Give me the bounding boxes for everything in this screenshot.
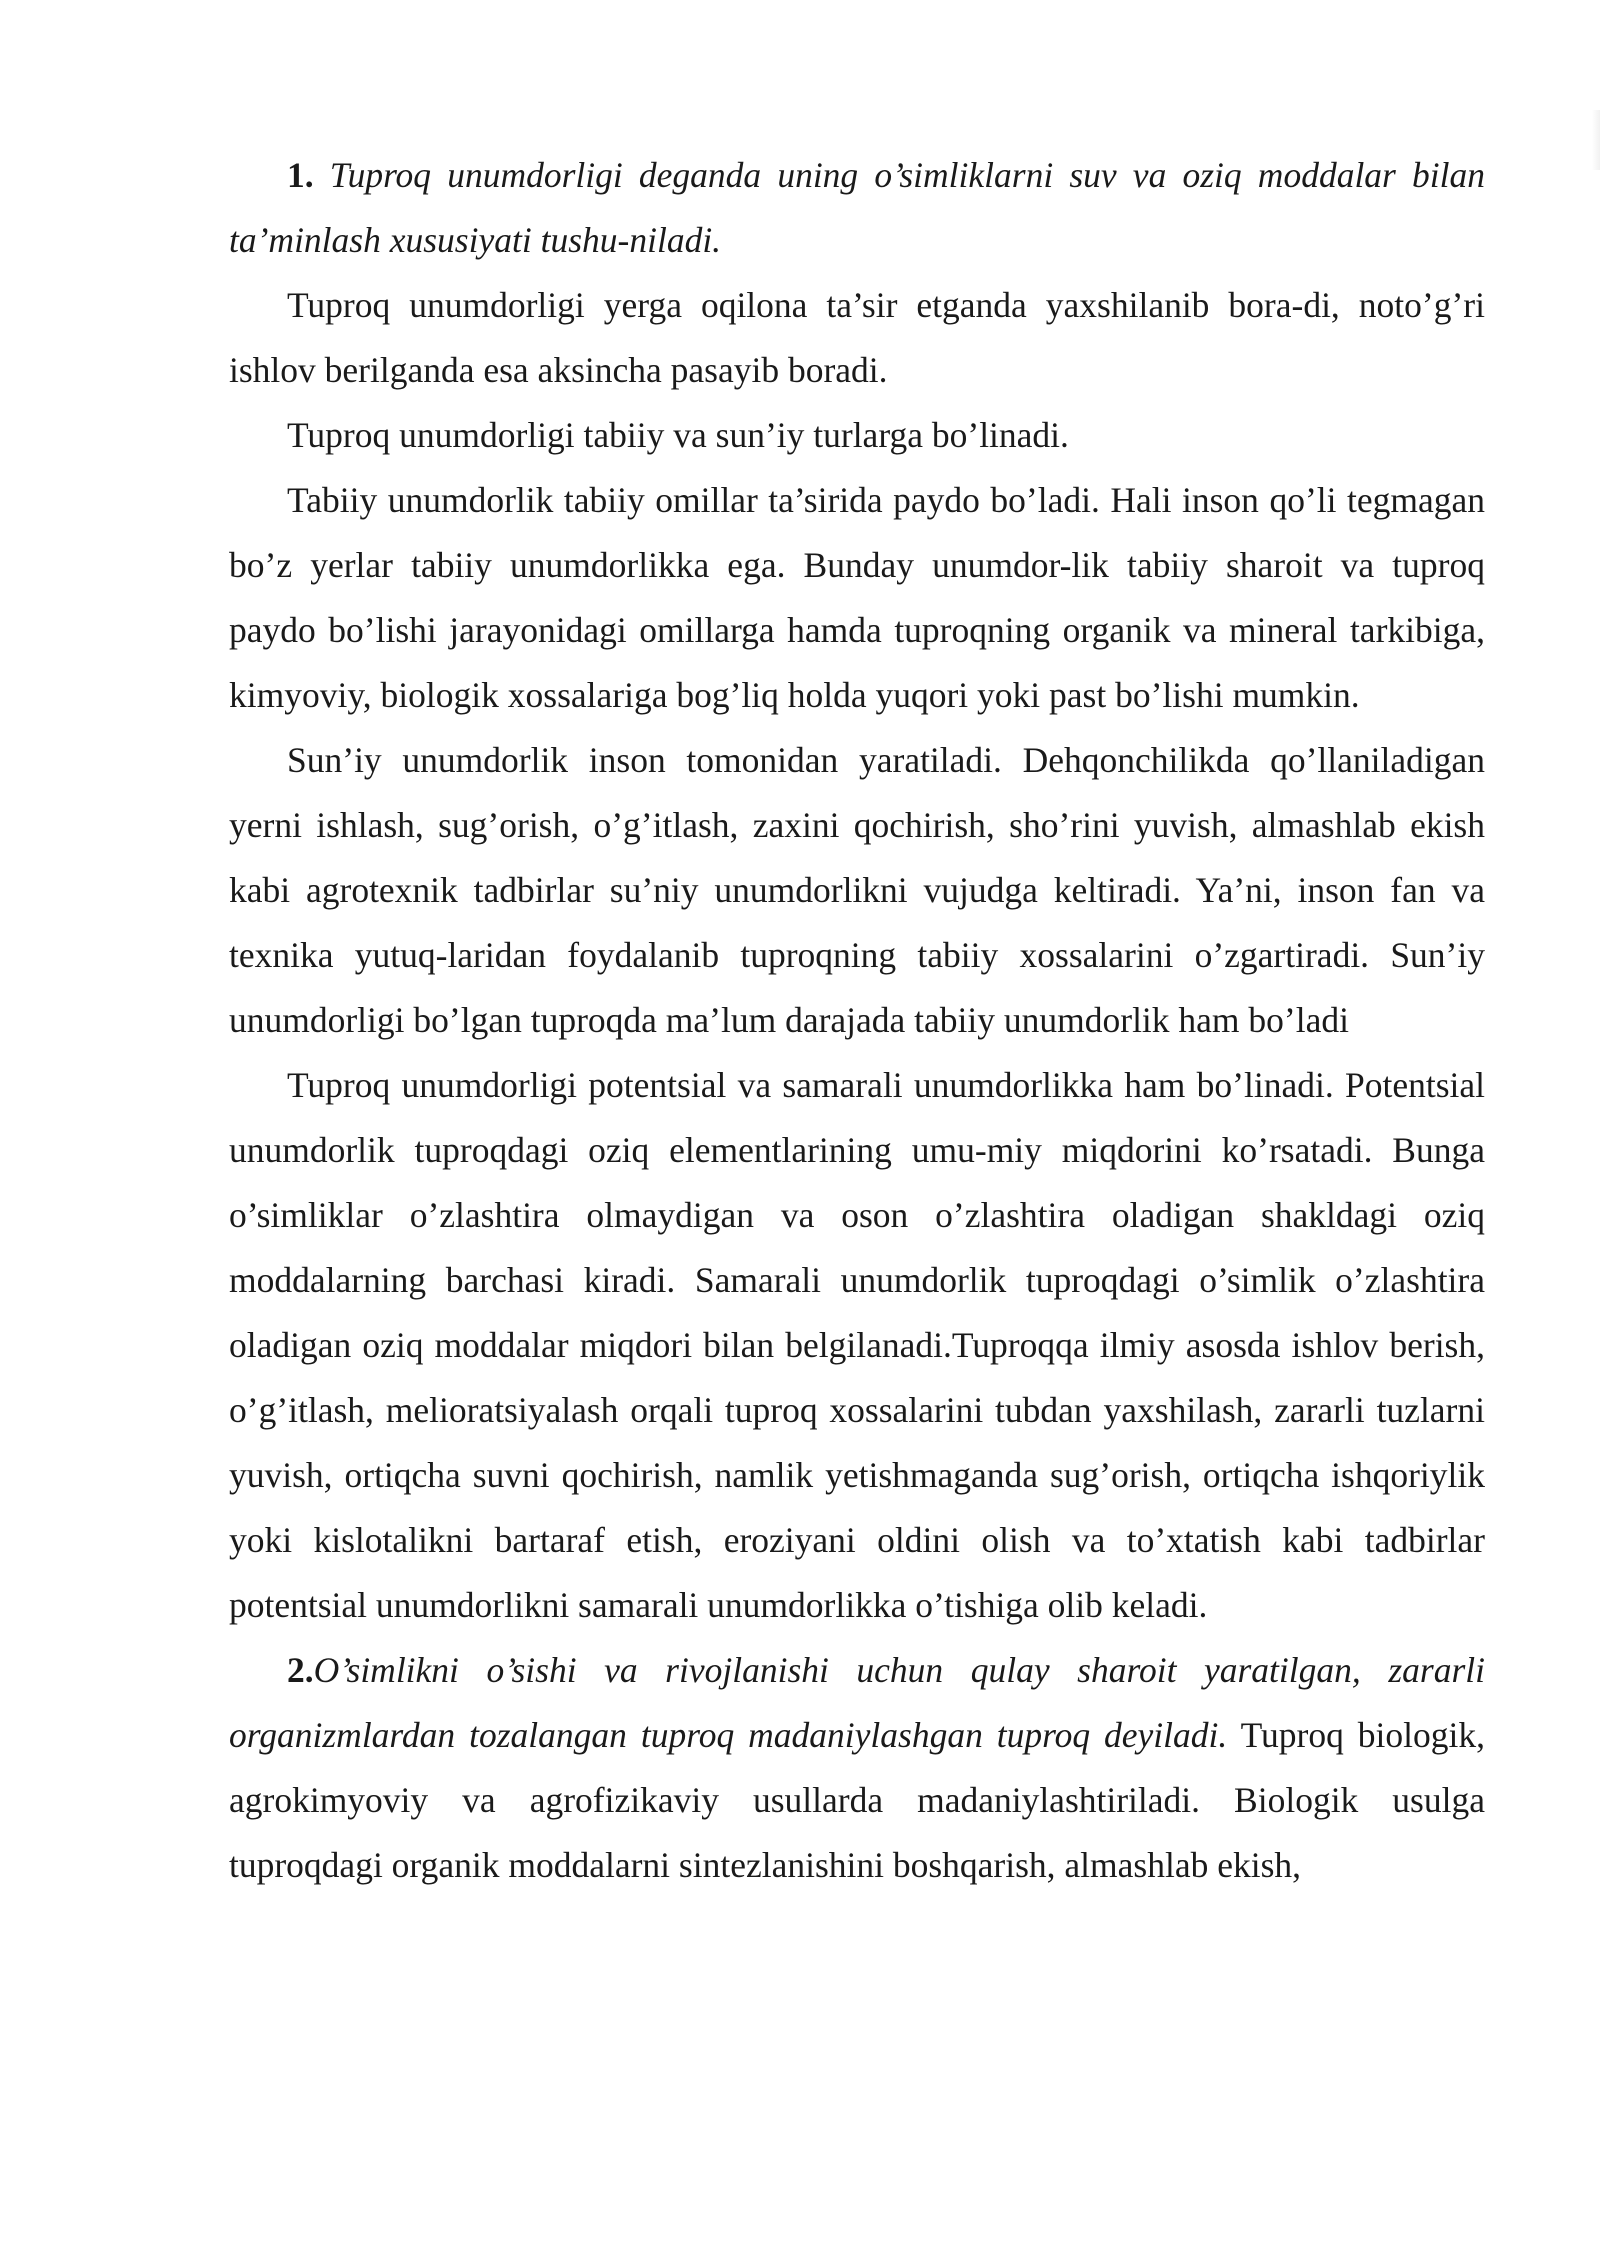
paragraph-3 <box>229 403 1485 468</box>
paragraph-text: Sun’iy unumdorlik inson tomonidan yaratiladi. Dehqonchilikda qo’llaniladigan yerni ishlash, sug’orish, o’g’itlash, zaxini qochirish, sho’rini yuvish, almashlab ekish kabi agrotexnik tadbirlar su’niy unumdorlikni vujudga keltiradi. Ya’ni, inson fan va texnika yutuq-laridan foydalanib tuproqning tabiiy xossalarini o’zgartiradi. Sun’iy unumdorligi bo’lgan tuproqda ma’lum darajada tabiiy unumdorlik ham bo’ladi <box>229 740 1485 1040</box>
paragraph-7 <box>229 1638 1485 1898</box>
paragraph-text: Tuproq unumdorligi tabiiy va sun’iy turlarga bo’linadi. <box>287 415 1069 455</box>
page-edge-shadow <box>1592 110 1600 170</box>
document-page <box>229 143 1485 1898</box>
paragraph-6 <box>229 1053 1485 1638</box>
paragraph-text: Tuproq unumdorligi yerga oqilona ta’sir etganda yaxshilanib bora-di, noto’g’ri ishlov berilganda esa aksincha pasayib boradi. <box>229 285 1485 390</box>
paragraph-4 <box>229 468 1485 728</box>
paragraph-5 <box>229 728 1485 1053</box>
definition-italic: Tuproq unumdorligi deganda uning o’simliklarni suv va oziq moddalar bilan ta’minlash xususiyati tushu-niladi. <box>229 155 1485 260</box>
paragraph-1 <box>229 143 1485 273</box>
paragraph-text: Tabiiy unumdorlik tabiiy omillar ta’sirida paydo bo’ladi. Hali inson qo’li tegmagan bo’z yerlar tabiiy unumdorlikka ega. Bunday unumdor-lik tabiiy sharoit va tuproq paydo bo’lishi jarayonidagi omillarga hamda tuproqning organik va mineral tarkibiga, kimyoviy, biologik xossalariga bog’liq holda yuqori yoki past bo’lishi mumkin. <box>229 480 1485 715</box>
paragraph-2 <box>229 273 1485 403</box>
definition-italic: O’simlikni o’sishi va rivojlanishi uchun qulay sharoit yaratilgan, zararli organizmlardan tozalangan tuproq madaniylashgan tuproq deyiladi. <box>229 1650 1485 1755</box>
paragraph-text: Tuproq biologik, agrokimyoviy va agrofizikaviy usullarda madaniylashtiriladi. Biologik usulga tuproqdagi organik moddalarni sintezlanishini boshqarish, almashlab ekish, <box>229 1715 1485 1885</box>
paragraph-text: Tuproq unumdorligi potentsial va samarali unumdorlikka ham bo’linadi. Potentsial unumdorlik tuproqdagi oziq elementlarining umu-miy miqdorini ko’rsatadi. Bunga o’simliklar o’zlashtira olmaydigan va oson o’zlashtira oladigan shakldagi oziq moddalarning barchasi kiradi. Samarali unumdorlik tuproqdagi o’simlik o’zlashtira oladigan oziq moddalar miqdori bilan belgilanadi.Tuproqqa ilmiy asosda ishlov berish, o’g’itlash, melioratsiyalash orqali tuproq xossalarini tubdan yaxshilash, zararli tuzlarni yuvish, ortiqcha suvni qochirish, namlik yetishmaganda sug’orish, ortiqcha ishqoriylik yoki kislotalikni bartaraf etish, eroziyani oldini olish va to’xtatish kabi tadbirlar potentsial unumdorlikni samarali unumdorlikka o’tishiga olib keladi. <box>229 1065 1485 1625</box>
paragraph-number: 2. <box>287 1650 314 1690</box>
paragraph-number: 1. <box>287 155 314 195</box>
